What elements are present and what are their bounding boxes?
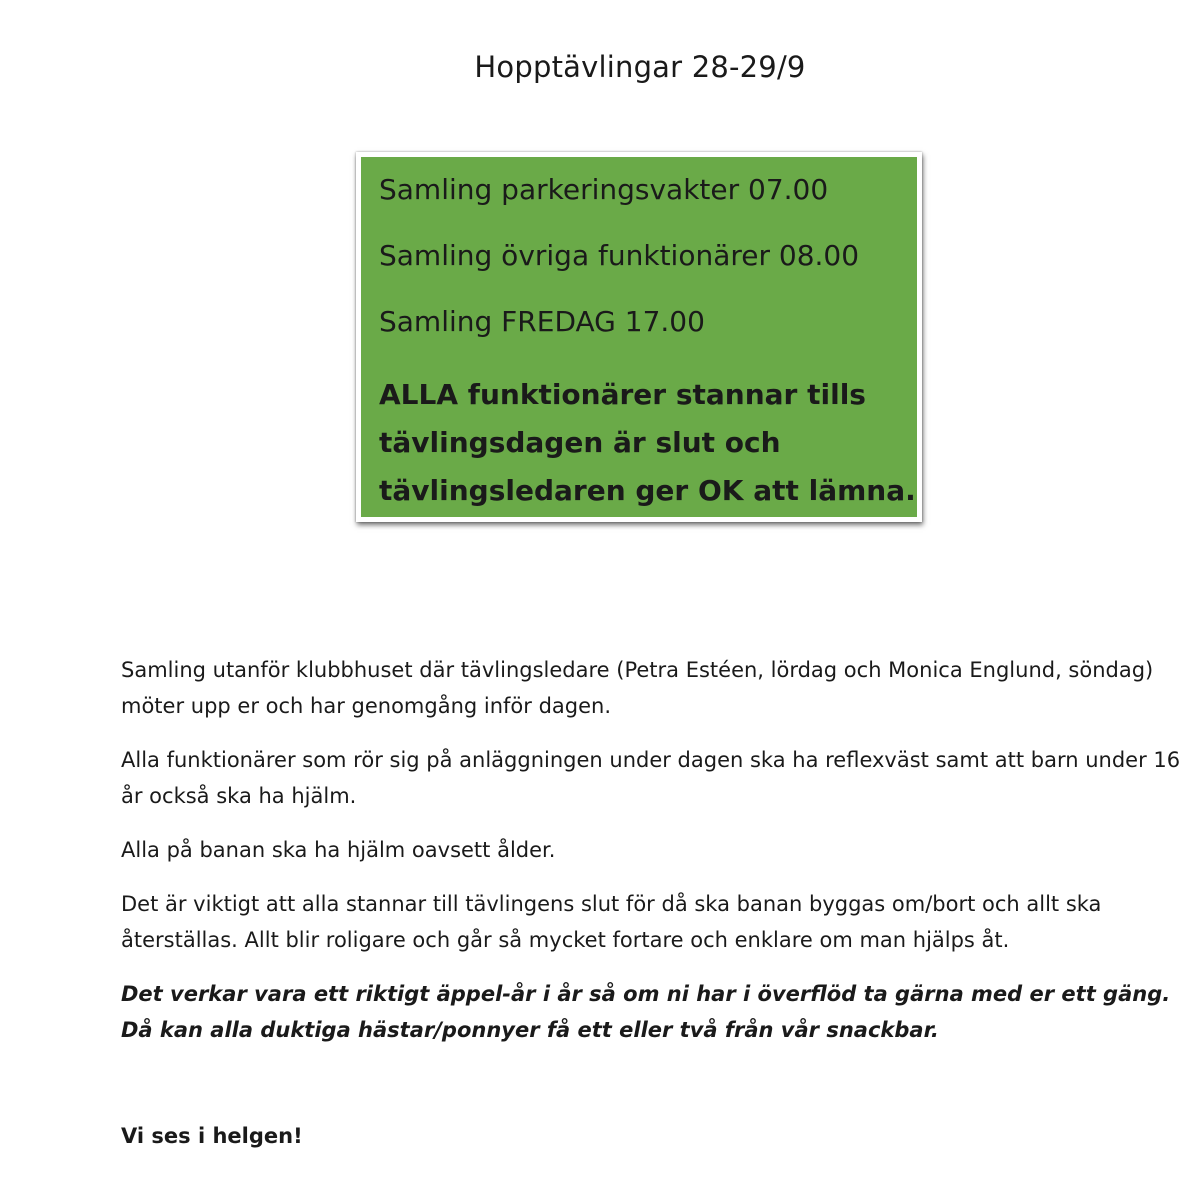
paragraph-apples: Det verkar vara ett riktigt äppel-år i år så om ni har i överflöd ta gärna med er ett gäng. Då kan alla duktiga hästar/ponnyer få ett eller två från vår snackbar.: [121, 982, 1171, 1042]
closing-greeting: Vi ses i helgen!: [121, 1124, 303, 1148]
paragraph-gathering: Samling utanför klubbhuset där tävlingsledare (Petra Estéen, lördag och Monica Englund, söndag) möter upp er och har genomgång inför dagen.: [121, 658, 1154, 718]
info-notice: ALLA funktionärer stannar tills tävlingsdagen är slut och tävlingsledaren ger OK att lämna.: [379, 378, 916, 507]
page-title: Hopptävlingar 28-29/9: [474, 50, 806, 84]
info-line-parking: Samling parkeringsvakter 07.00: [379, 173, 829, 206]
info-box: [356, 152, 922, 522]
paragraph-safety: Alla funktionärer som rör sig på anläggningen under dagen ska ha reflexväst samt att barn under 16 år också ska ha hjälm.: [121, 748, 1181, 808]
paragraph-helmet: Alla på banan ska ha hjälm oavsett ålder.: [121, 838, 556, 862]
body-text: [121, 652, 1181, 1066]
info-line-officials: Samling övriga funktionärer 08.00: [379, 239, 860, 272]
info-line-friday: Samling FREDAG 17.00: [379, 305, 705, 338]
paragraph-stay: Det är viktigt att alla stannar till tävlingens slut för då ska banan byggas om/bort och allt ska återställas. Allt blir roligare och går så mycket fortare och enklare om man hjälps åt.: [121, 892, 1102, 952]
